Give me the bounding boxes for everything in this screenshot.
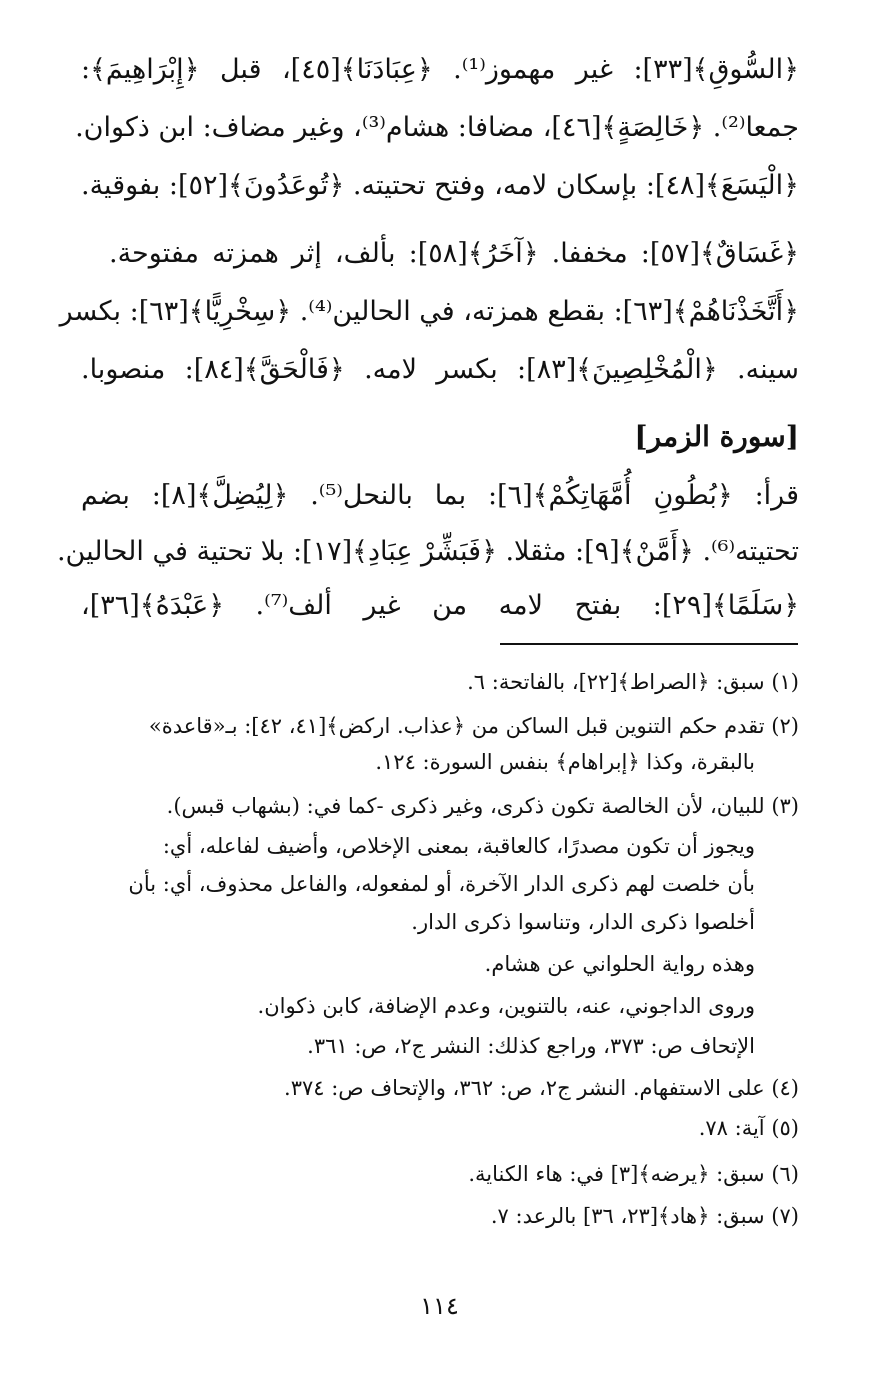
- footnote: (١) سبق: ﴿الصراط﴾[٢٢]، بالفاتحة: ٦.: [467, 670, 799, 694]
- footnote: (٣) للبيان، لأن الخالصة تكون ذكرى، وغير ذكرى -كما في: (بشهاب قبس).: [166, 794, 799, 818]
- footnote-divider: [500, 643, 798, 645]
- footnote: (٤) على الاستفهام. النشر ج٢، ص: ٣٦٢، والإتحاف ص: ٣٧٤.: [284, 1076, 799, 1100]
- text-line: ﴿أَتَّخَذْنَاهُمْ﴾[٦٣]: بقطع همزته، في الحالين⁽⁴⁾. ﴿سِخْرِيًّا﴾[٦٣]: بكسر: [59, 296, 799, 327]
- page-number: ١١٤: [420, 1292, 459, 1320]
- text-line: سينه. ﴿الْمُخْلِصِينَ﴾[٨٣]: بكسر لامه. ﴿فَالْحَقَّ﴾[٨٤]: منصوبا.: [81, 354, 799, 385]
- footnote-continuation: وهذه رواية الحلواني عن هشام.: [484, 952, 755, 976]
- footnote-continuation: الإتحاف ص: ٣٧٣، وراجع كذلك: النشر ج٢، ص: ٣٦١.: [307, 1034, 755, 1058]
- text-line: ﴿الْيَسَعَ﴾[٤٨]: بإسكان لامه، وفتح تحتيته. ﴿تُوعَدُونَ﴾[٥٢]: بفوقية.: [81, 170, 799, 201]
- footnote-continuation: وروى الداجوني، عنه، بالتنوين، وعدم الإضافة، كابن ذكوان.: [257, 994, 755, 1018]
- footnote: (٧) سبق: ﴿هاد﴾[٢٣، ٣٦] بالرعد: ٧.: [490, 1204, 799, 1228]
- text-line: تحتيته⁽⁶⁾. ﴿أَمَّنْ﴾[٩]: مثقلا. ﴿فَبَشِّرْ عِبَادِ﴾[١٧]: بلا تحتية في الحالين.: [56, 536, 799, 567]
- footnote-continuation: أخلصوا ذكرى الدار، وتناسوا ذكرى الدار.: [411, 910, 755, 934]
- footnote-continuation: بالبقرة، وكذا ﴿إبراهام﴾ بنفس السورة: ١٢٤.: [375, 750, 755, 774]
- text-line: قرأ: ﴿بُطُونِ أُمَّهَاتِكُمْ﴾[٦]: بما بالنحل⁽⁵⁾. ﴿لِيُضِلَّ﴾[٨]: بضم: [81, 480, 799, 511]
- text-line: ﴿غَسَاقٌ﴾[٥٧]: مخففا. ﴿آخَرُ﴾[٥٨]: بألف، إثر همزته مفتوحة.: [109, 238, 799, 269]
- footnote: (٢) تقدم حكم التنوين قبل الساكن من ﴿عذاب. اركض﴾[٤١، ٤٢]: بـ«قاعدة»: [148, 714, 799, 738]
- text-line: ﴿سَلَمًا﴾[٢٩]: بفتح لامه من غير ألف⁽⁷⁾. ﴿عَبْدَهُ﴾[٣٦]،: [81, 590, 800, 621]
- text-line: ﴿السُّوقِ﴾[٣٣]: غير مهموز⁽¹⁾. ﴿عِبَادَنَا﴾[٤٥]، قبل ﴿إِبْرَاهِيمَ﴾:: [81, 54, 799, 85]
- footnote-continuation: ويجوز أن تكون مصدرًا، كالعاقبة، بمعنى الإخلاص، وأضيف لفاعله، أي:: [162, 834, 755, 858]
- footnote-continuation: بأن خلصت لهم ذكرى الدار الآخرة، أو لمفعوله، والفاعل محذوف، أي: بأن: [128, 872, 755, 896]
- footnote: (٦) سبق: ﴿يرضه﴾[٣] في: هاء الكناية.: [468, 1162, 799, 1186]
- footnote: (٥) آية: ٧٨.: [698, 1116, 799, 1140]
- surah-heading: [سورة الزمر]: [634, 420, 799, 453]
- text-line: جمعا⁽²⁾. ﴿خَالِصَةٍ﴾[٤٦]، مضافا: هشام⁽³⁾، وغير مضاف: ابن ذكوان.: [75, 112, 799, 143]
